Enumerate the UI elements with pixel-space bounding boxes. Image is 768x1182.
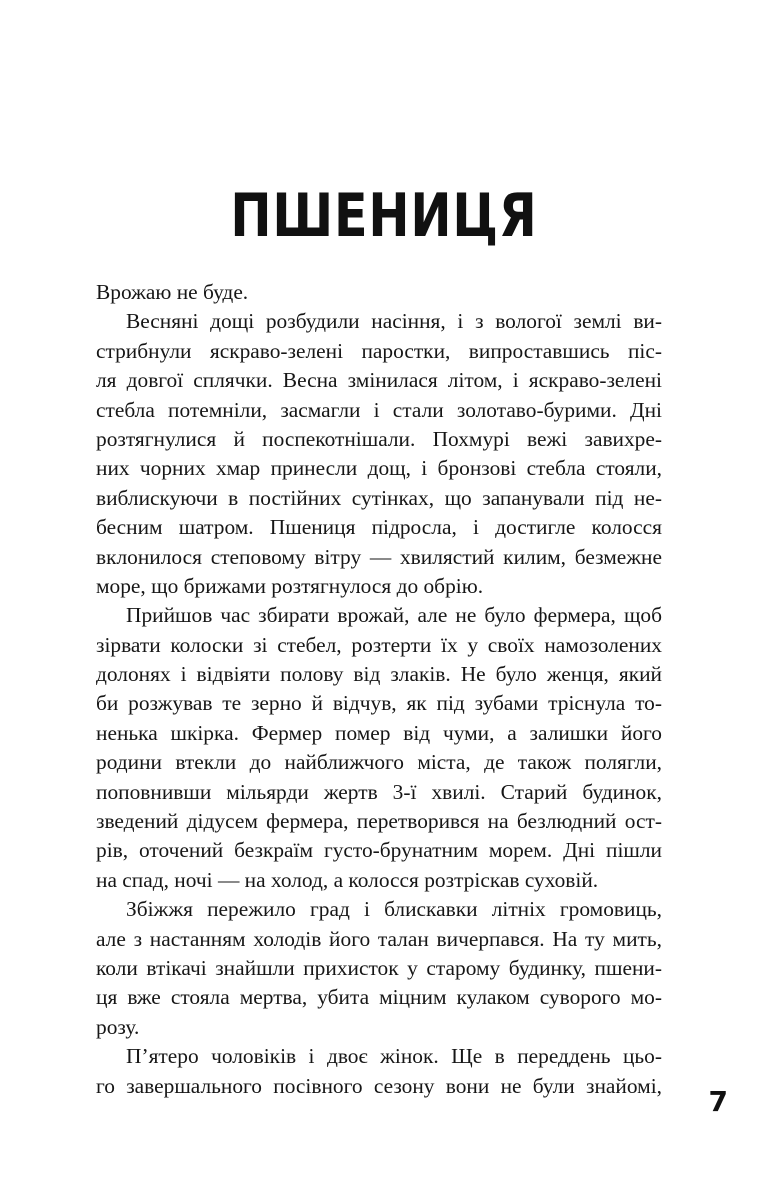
chapter-title: ПШЕНИЦЯ <box>230 181 538 252</box>
text-line: вклонилося степовому вітру — хвилястий килим, безмежне <box>96 544 662 569</box>
text-line: Збіжжя пережило град і блискавки літніх громовиць, <box>126 897 662 922</box>
body-text <box>96 278 662 1101</box>
text-line: них чорних хмар принесли дощ, і бронзові стебла стояли, <box>96 456 662 481</box>
text-line: родини втекли до найближчого міста, де також полягли, <box>96 750 662 775</box>
text-line: розтягнулися й поспекотнішали. Похмурі вежі завихре- <box>96 426 662 451</box>
text-line: рів, оточений безкраїм густо-брунатним морем. Дні пішли <box>96 838 662 863</box>
text-line: стрибнули яскраво-зелені паростки, випроставшись піс- <box>96 338 662 363</box>
text-line: П’ятеро чоловіків і двоє жінок. Ще в переддень цьо- <box>126 1044 662 1069</box>
text-line: Врожаю не буде. <box>96 280 249 304</box>
text-line: ця вже стояла мертва, убита міцним кулаком суворого мо- <box>96 985 662 1010</box>
text-line: ля довгої сплячки. Весна змінилася літом, і яскраво-зелені <box>96 368 662 393</box>
text-line: бесним шатром. Пшениця підросла, і достигле колосся <box>96 515 662 540</box>
text-line: Весняні дощі розбудили насіння, і з вологої землі ви- <box>126 309 662 334</box>
text-line: би розжував те зерно й відчув, як під зубами тріснула то- <box>96 691 662 716</box>
page-number: 7 <box>708 1085 728 1118</box>
text-line: виблискуючи в постійних сутінках, що запанували під не- <box>96 485 662 510</box>
text-line: на спад, ночі — на холод, а колосся розтріскав суховій. <box>96 867 599 892</box>
text-line: го завершального посівного сезону вони не були знайомі, <box>96 1073 662 1098</box>
text-line: Прийшов час збирати врожай, але не було фермера, щоб <box>126 603 662 628</box>
text-line: море, що брижами розтягнулося до обрію. <box>96 573 484 598</box>
text-line: стебла потемніли, засмагли і стали золотаво-бурими. Дні <box>96 397 662 422</box>
text-line: але з настанням холодів його талан вичерпався. На ту мить, <box>96 926 662 951</box>
text-line: зірвати колоски зі стебел, розтерти їх у своїх намозолених <box>96 632 662 657</box>
text-line: поповнивши мільярди жертв 3-ї хвилі. Старий будинок, <box>96 779 662 804</box>
text-line: долонях і відвіяти полову від злаків. Не було женця, який <box>96 662 662 687</box>
text-line: коли втікачі знайшли прихисток у старому будинку, пшени- <box>96 955 662 980</box>
text-line: зведений дідусем фермера, перетворився на безлюдний ост- <box>96 809 662 834</box>
text-line: розу. <box>96 1014 140 1039</box>
text-line: ненька шкірка. Фермер помер від чуми, а залишки його <box>96 720 662 745</box>
